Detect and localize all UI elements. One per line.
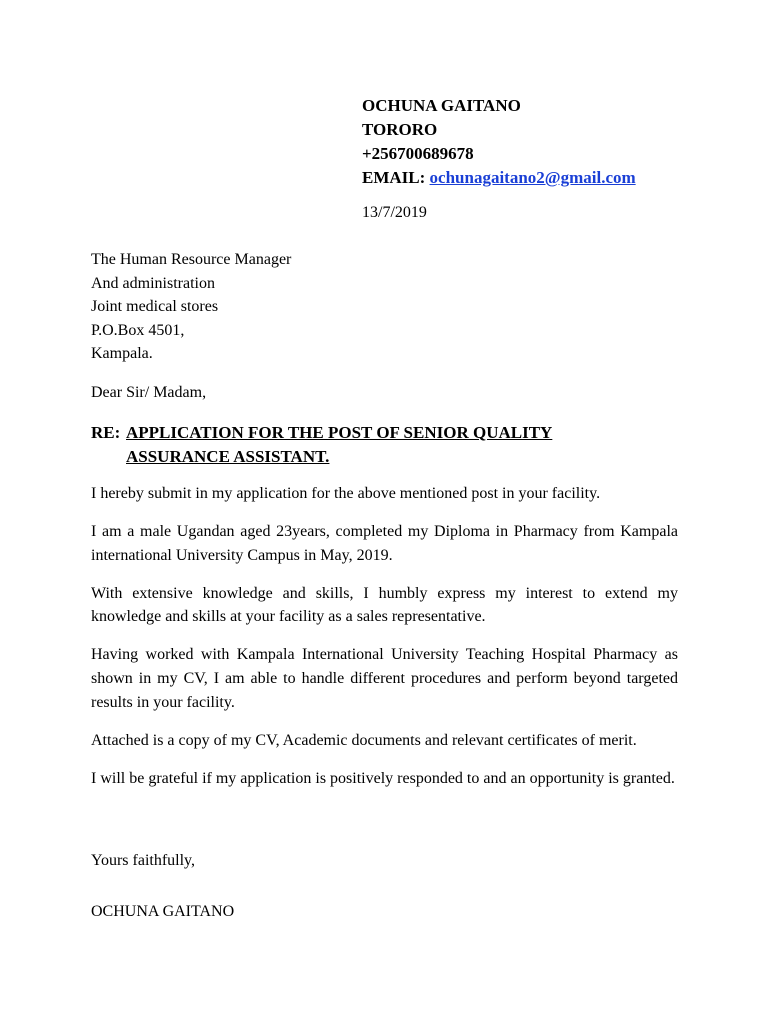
body-paragraph: Having worked with Kampala International University Teaching Hospital Pharmacy as shown in my CV, I am able to handle different procedures and perform beyond targeted results in your facility.: [91, 646, 678, 711]
recipient-line: Joint medical stores: [91, 298, 219, 316]
body-paragraph: Attached is a copy of my CV, Academic documents and relevant certificates of merit.: [91, 731, 637, 749]
body-paragraph: With extensive knowledge and skills, I humbly express my interest to extend my knowledge and skills at your facility as a sales representative.: [91, 584, 678, 626]
recipient-address-block: [91, 248, 291, 366]
subject-line: [91, 421, 691, 469]
recipient-line: P.O.Box 4501,: [91, 321, 185, 339]
body-paragraph: I hereby submit in my application for the above mentioned post in your facility.: [91, 485, 601, 502]
letter-body: [91, 482, 678, 805]
letter-date: 13/7/2019: [362, 204, 427, 221]
email-link[interactable]: ochunagaitano2@gmail.com: [429, 168, 636, 187]
email-label: EMAIL:: [362, 168, 426, 187]
signature-name: OCHUNA GAITANO: [91, 903, 235, 920]
sender-name: OCHUNA GAITANO: [362, 96, 521, 115]
sender-address-block: [362, 94, 636, 190]
subject-text-line1: APPLICATION FOR THE POST OF SENIOR QUALITY: [126, 423, 553, 442]
recipient-line: The Human Resource Manager: [91, 251, 292, 268]
body-paragraph: I am a male Ugandan aged 23years, completed my Diploma in Pharmacy from Kampala international University Campus in May, 2019.: [91, 523, 678, 564]
sender-email-line: [362, 166, 636, 190]
recipient-line: Kampala.: [91, 345, 153, 363]
recipient-line: And administration: [91, 274, 215, 292]
subject-text-line2: ASSURANCE ASSISTANT.: [126, 447, 330, 466]
sender-town: TORORO: [362, 120, 438, 139]
closing: Yours faithfully,: [91, 852, 196, 869]
sender-phone: +256700689678: [362, 144, 474, 163]
salutation: Dear Sir/ Madam,: [91, 384, 207, 401]
body-paragraph: I will be grateful if my application is positively responded to and an opportunity is granted.: [91, 769, 675, 787]
subject-prefix: RE:: [91, 423, 121, 442]
